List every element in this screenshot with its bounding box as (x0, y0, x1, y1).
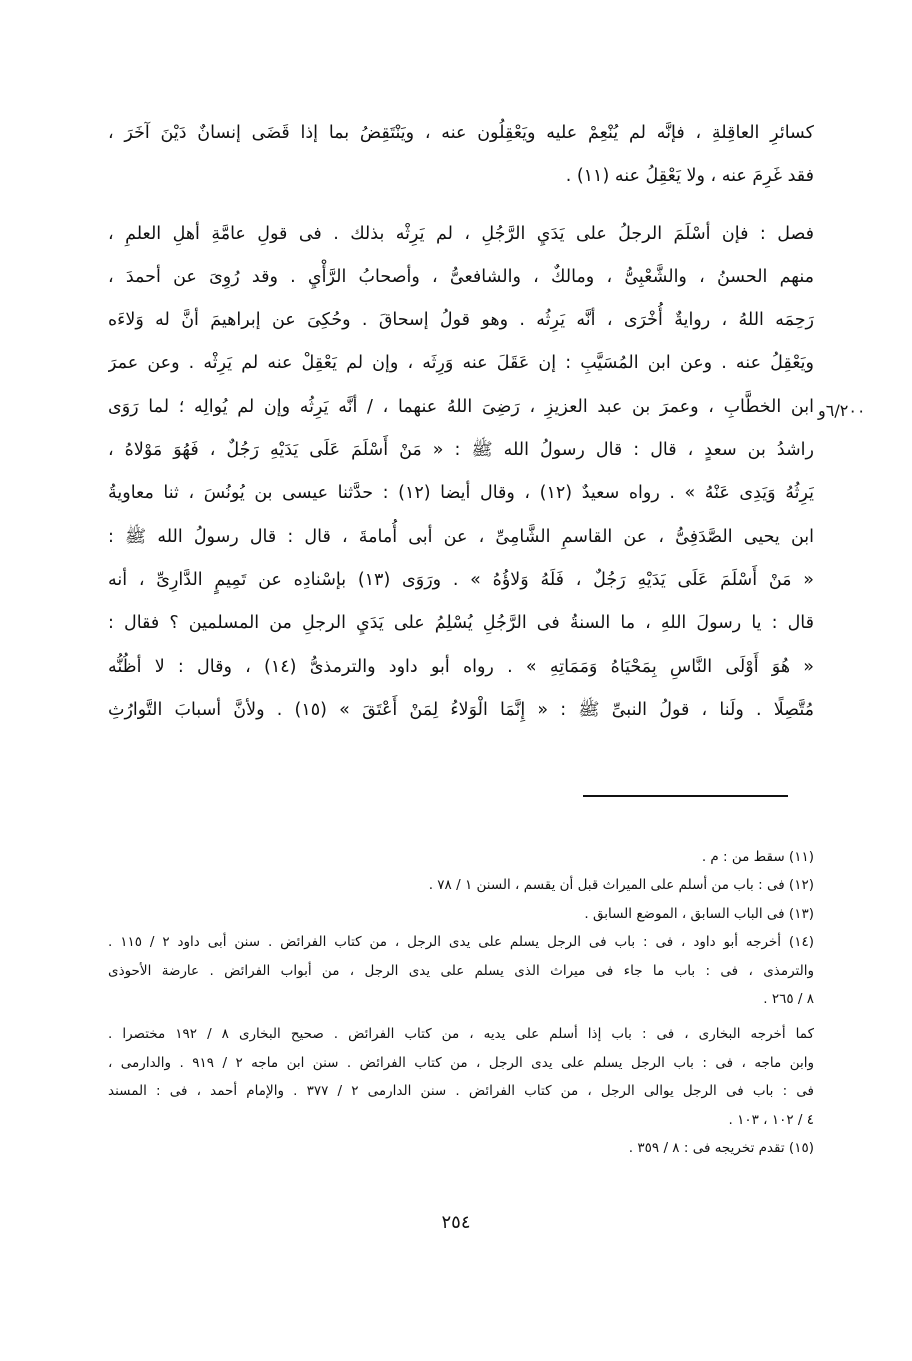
text-line: فصل : فإن أسْلَمَ الرجلُ على يَدَيِ الرَّجُلِ ، لم يَرِثْه بذلك . فى قولِ عامَّةِ أهلِ العلمِ ، (108, 223, 814, 244)
footnotes (108, 843, 814, 1162)
text-line: راشدُ بن سعدٍ ، قال : قال رسولُ الله ﷺ : « مَنْ أَسْلَمَ عَلَى يَدَيْهِ رَجُلٌ ، فَهُوَ مَوْلاهُ ، (108, 440, 814, 461)
text-line: قال : يا رسولَ اللهِ ، ما السنةُ فى الرَّجُلِ يُسْلِمُ على يَدَيِ الرجلِ من المسلمين ؟ فقال : (108, 613, 814, 634)
text-line: « هُوَ أَوْلَى النَّاسِ بِمَحْيَاهُ وَمَمَاتِهِ » . رواه أبو داود والترمذىُّ (١٤) ، وقال : لا أظُنُّه (108, 656, 814, 677)
footnote-continuation: ٨ / ٢٦٥ . (763, 990, 814, 1007)
footnote: (١٥) تقدم تخريجه فى : ٨ / ٣٥٩ . (628, 1139, 814, 1156)
footnote-continuation: كما أخرجه البخارى ، فى : باب إذا أسلم على يديه ، من كتاب الفرائض . صحيح البخارى ٨ / ١٩٢ مختصرا . (108, 1026, 814, 1043)
text-line: ابن يحيى الصَّدَفِىُّ ، عن القاسمِ الشَّامِىِّ ، عن أبى أُمامةَ ، قال : قال رسولُ الله ﷺ : (108, 526, 814, 547)
footnote: (١٣) فى الباب السابق ، الموضع السابق . (584, 905, 814, 922)
text-line: رَحِمَه اللهُ ، روايةٌ أُخْرَى ، أنَّه يَرِثُه . وهو قولُ إسحاقَ . وحُكِىَ عن إبراهيمَ أنَّ له وَلاءَه (108, 310, 814, 331)
footnote-continuation: وابن ماجه ، فى : باب الرجل يسلم على يدى الرجل ، من كتاب الفرائض . سنن ابن ماجه ٢ / ٩١٩ . والدارمى ، (108, 1054, 814, 1071)
footnote-separator (583, 795, 788, 797)
page-number: ٢٥٤ (441, 1212, 471, 1233)
text-line: ابن الخطَّابِ ، وعمرَ بن عبد العزيزِ ، رَضِىَ اللهُ عنهما ، / أنَّه يَرِثُه وإن لم يُوالِه ؛ لما رَوَى (108, 396, 814, 417)
footnote-continuation: والترمذى ، فى : باب ما جاء فى ميراث الذى يسلم على يدى الرجل ، من أبواب الفرائض . عارضة الأحوذى (108, 962, 814, 979)
text-line: « مَنْ أَسْلَمَ عَلَى يَدَيْهِ رَجُلٌ ، فَلَهُ وَلاؤُهُ » . ورَوَى (١٣) بإسْنادِه عن تَمِيمٍ الدَّارِىِّ ، أنه (108, 569, 814, 590)
text-line: منهم الحسنُ ، والشَّعْبِىُّ ، ومالكٌ ، والشافعىُّ ، وأصحابُ الرَّأْيِ . وقد رُوِىَ عن أحمدَ ، (108, 266, 814, 287)
main-text (108, 112, 814, 732)
footnote-continuation: فى : باب فى الرجل يوالى الرجل ، من كتاب الفرائض . سنن الدارمى ٢ / ٣٧٧ . والإمام أحمد ، فى : المسند (108, 1083, 814, 1100)
text-line: يَرِثُهُ وَيَدِى عَنْهُ » . رواه سعيدٌ (١٢) ، وقال أيضا (١٢) : حدَّثنا عيسى بن يُونُسَ ، ثنا معاويةُ (108, 483, 814, 504)
footnote: (١٤) أخرجه أبو داود ، فى : باب فى الرجل يسلم على يدى الرجل ، من كتاب الفرائض . سنن أبى داود ٢ / ١١٥ . (108, 934, 814, 951)
margin-folio-note: ٦/٢٠٠و (818, 401, 866, 420)
text-line: مُتَّصِلًا . ولَنا ، قولُ النبىِّ ﷺ : « إِنَّمَا الْوَلاءُ لِمَنْ أَعْتَقَ » (١٥) . ولأنَّ أسبابَ التَّوارُثِ (108, 699, 814, 720)
text-line: كسائرِ العاقِلةِ ، فإنَّه لم يُنْعِمْ عليه ويَعْقِلُون عنه ، ويَنْتَقِضُ بما إذا قَضَى إنسانٌ دَيْنَ آخَرَ ، (108, 123, 814, 143)
text-line: فقد غَرِمَ عنه ، ولا يَعْقِلُ عنه (١١) . (565, 166, 814, 187)
footnote: (١١) سقط من : م . (701, 849, 814, 865)
paragraph-gap (108, 199, 814, 213)
text-line: ويَعْقِلُ عنه . وعن ابن المُسَيَّبِ : إن عَقَلَ عنه وَرِثَه ، وإن لم يَعْقِلْ عنه لم يَرِثْه . وعن عمرَ (108, 353, 814, 374)
footnote: (١٢) فى : باب من أسلم على الميراث قبل أن يقسم ، السنن ١ / ٧٨ . (428, 877, 814, 894)
footnote-continuation: ٤ / ١٠٢ ، ١٠٣ . (728, 1111, 814, 1128)
